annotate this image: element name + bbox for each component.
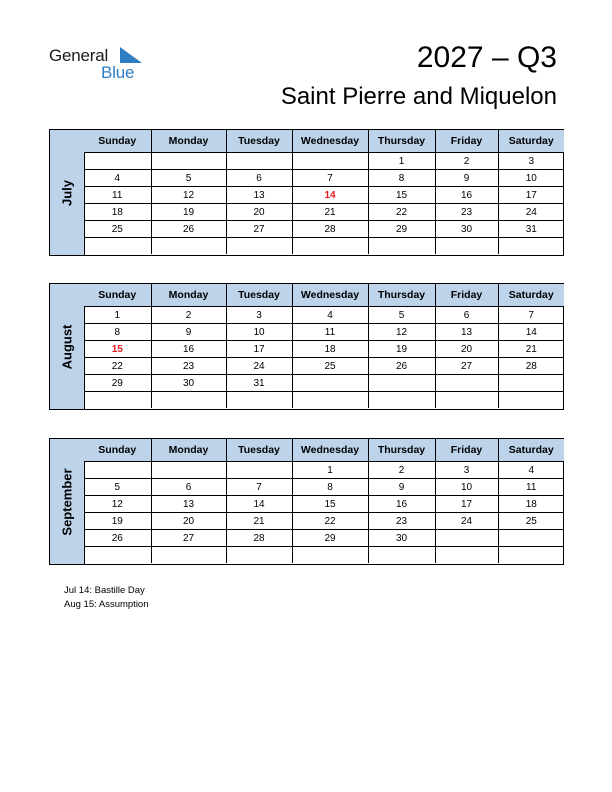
day-cell <box>498 375 564 392</box>
day-cell: 3 <box>226 307 292 324</box>
week-row <box>84 496 564 513</box>
day-cell: 18 <box>498 496 564 513</box>
day-cell: 1 <box>84 307 151 324</box>
day-cell: 6 <box>435 307 498 324</box>
day-cell: 4 <box>292 307 368 324</box>
day-cell: 28 <box>498 358 564 375</box>
weekday-header: Friday <box>435 284 498 307</box>
day-cell <box>368 375 435 392</box>
day-cell: 15 <box>292 496 368 513</box>
weekday-header: Thursday <box>368 439 435 462</box>
week-row <box>84 375 564 392</box>
day-cell: 20 <box>435 341 498 358</box>
day-cell <box>84 547 151 564</box>
day-cell <box>368 392 435 409</box>
day-cell: 21 <box>226 513 292 530</box>
day-cell: 22 <box>368 204 435 221</box>
day-cell: 3 <box>435 462 498 479</box>
week-row <box>84 358 564 375</box>
day-cell: 27 <box>435 358 498 375</box>
day-cell: 2 <box>151 307 226 324</box>
week-row <box>84 513 564 530</box>
day-cell <box>292 547 368 564</box>
logo-word-blue: Blue <box>101 63 135 82</box>
day-cell: 14 <box>498 324 564 341</box>
day-cell <box>368 547 435 564</box>
day-cell: 17 <box>498 187 564 204</box>
day-cell: 7 <box>498 307 564 324</box>
day-cell: 15 <box>368 187 435 204</box>
day-cell: 3 <box>498 153 564 170</box>
weekday-header: Monday <box>151 284 226 307</box>
month-name: July <box>59 179 75 206</box>
day-cell: 14 <box>292 187 368 204</box>
day-cell: 27 <box>226 221 292 238</box>
day-cell: 13 <box>151 496 226 513</box>
day-cell: 22 <box>292 513 368 530</box>
day-cell: 10 <box>226 324 292 341</box>
day-cell: 30 <box>151 375 226 392</box>
weekday-header: Sunday <box>84 130 151 153</box>
weekday-header: Thursday <box>368 284 435 307</box>
day-cell: 13 <box>435 324 498 341</box>
day-cell <box>435 238 498 255</box>
month-grid <box>84 130 564 254</box>
day-cell: 19 <box>151 204 226 221</box>
week-row <box>84 530 564 547</box>
month-name: August <box>59 324 75 369</box>
day-cell: 28 <box>292 221 368 238</box>
day-cell: 20 <box>226 204 292 221</box>
day-cell: 9 <box>368 479 435 496</box>
day-cell: 1 <box>292 462 368 479</box>
weekday-header: Saturday <box>498 284 564 307</box>
day-cell: 27 <box>151 530 226 547</box>
day-cell: 30 <box>435 221 498 238</box>
day-cell: 12 <box>368 324 435 341</box>
day-cell: 8 <box>84 324 151 341</box>
day-cell: 1 <box>368 153 435 170</box>
week-row <box>84 479 564 496</box>
weekday-header: Wednesday <box>292 130 368 153</box>
day-cell: 25 <box>498 513 564 530</box>
week-row <box>84 170 564 187</box>
month-block-july <box>49 129 564 256</box>
week-row <box>84 153 564 170</box>
weekday-header: Friday <box>435 439 498 462</box>
day-cell <box>151 238 226 255</box>
day-cell: 4 <box>498 462 564 479</box>
day-cell <box>435 547 498 564</box>
day-cell: 29 <box>368 221 435 238</box>
weekday-header: Wednesday <box>292 284 368 307</box>
day-cell: 31 <box>226 375 292 392</box>
day-cell: 17 <box>226 341 292 358</box>
day-cell: 21 <box>292 204 368 221</box>
week-row <box>84 307 564 324</box>
day-cell: 9 <box>151 324 226 341</box>
month-block-september <box>49 438 564 565</box>
day-cell: 18 <box>84 204 151 221</box>
month-label-band <box>50 439 85 564</box>
holiday-note: Aug 15: Assumption <box>64 599 149 610</box>
weekday-header: Friday <box>435 130 498 153</box>
day-cell <box>368 238 435 255</box>
weekday-header: Wednesday <box>292 439 368 462</box>
day-cell: 28 <box>226 530 292 547</box>
day-cell <box>226 238 292 255</box>
day-cell: 21 <box>498 341 564 358</box>
day-cell <box>498 547 564 564</box>
day-cell: 24 <box>498 204 564 221</box>
week-row <box>84 392 564 409</box>
day-cell <box>151 392 226 409</box>
day-cell: 20 <box>151 513 226 530</box>
week-row <box>84 187 564 204</box>
day-cell: 16 <box>368 496 435 513</box>
holiday-notes <box>64 584 149 612</box>
generalblue-logo <box>49 44 149 84</box>
day-cell <box>498 530 564 547</box>
week-row <box>84 462 564 479</box>
day-cell <box>226 462 292 479</box>
day-cell: 22 <box>84 358 151 375</box>
page-subtitle: Saint Pierre and Miquelon <box>280 83 557 110</box>
month-block-august <box>49 283 564 410</box>
weekday-header: Tuesday <box>226 439 292 462</box>
day-cell: 29 <box>84 375 151 392</box>
day-cell <box>151 547 226 564</box>
day-cell: 6 <box>151 479 226 496</box>
day-cell: 2 <box>368 462 435 479</box>
month-label-band <box>50 284 85 409</box>
day-cell: 15 <box>84 341 151 358</box>
weekday-header: Thursday <box>368 130 435 153</box>
week-row <box>84 204 564 221</box>
day-cell: 9 <box>435 170 498 187</box>
day-cell: 25 <box>292 358 368 375</box>
day-cell <box>84 462 151 479</box>
day-cell <box>498 392 564 409</box>
day-cell: 12 <box>151 187 226 204</box>
weekday-header: Monday <box>151 130 226 153</box>
logo-triangle-icon <box>120 47 142 63</box>
day-cell: 6 <box>226 170 292 187</box>
month-grid <box>84 284 564 408</box>
week-row <box>84 341 564 358</box>
day-cell <box>435 530 498 547</box>
day-cell <box>498 238 564 255</box>
day-cell: 18 <box>292 341 368 358</box>
day-cell <box>292 392 368 409</box>
day-cell: 23 <box>151 358 226 375</box>
day-cell <box>84 392 151 409</box>
day-cell: 24 <box>435 513 498 530</box>
day-cell <box>292 153 368 170</box>
month-grid <box>84 439 564 563</box>
day-cell <box>292 238 368 255</box>
day-cell <box>226 392 292 409</box>
week-row <box>84 238 564 255</box>
week-row <box>84 547 564 564</box>
day-cell: 5 <box>84 479 151 496</box>
day-cell: 19 <box>368 341 435 358</box>
weekday-header-row <box>84 284 564 307</box>
day-cell: 23 <box>435 204 498 221</box>
day-cell <box>151 462 226 479</box>
day-cell: 29 <box>292 530 368 547</box>
day-cell: 2 <box>435 153 498 170</box>
weekday-header: Sunday <box>84 284 151 307</box>
weekday-header: Sunday <box>84 439 151 462</box>
day-cell: 11 <box>292 324 368 341</box>
day-cell: 7 <box>292 170 368 187</box>
month-name: September <box>59 467 75 536</box>
day-cell <box>151 153 226 170</box>
day-cell: 4 <box>84 170 151 187</box>
day-cell: 8 <box>368 170 435 187</box>
day-cell: 16 <box>435 187 498 204</box>
day-cell: 25 <box>84 221 151 238</box>
weekday-header-row <box>84 130 564 153</box>
day-cell: 10 <box>498 170 564 187</box>
weekday-header-row <box>84 439 564 462</box>
day-cell: 12 <box>84 496 151 513</box>
day-cell: 7 <box>226 479 292 496</box>
day-cell: 24 <box>226 358 292 375</box>
day-cell <box>435 375 498 392</box>
day-cell: 16 <box>151 341 226 358</box>
day-cell <box>226 547 292 564</box>
day-cell: 26 <box>84 530 151 547</box>
day-cell: 5 <box>368 307 435 324</box>
day-cell: 13 <box>226 187 292 204</box>
holiday-note: Jul 14: Bastille Day <box>64 585 145 596</box>
page-title: 2027 – Q3 <box>416 41 557 74</box>
day-cell <box>84 153 151 170</box>
day-cell: 26 <box>368 358 435 375</box>
weekday-header: Saturday <box>498 439 564 462</box>
month-label-band <box>50 130 85 255</box>
weekday-header: Saturday <box>498 130 564 153</box>
weekday-header: Tuesday <box>226 130 292 153</box>
day-cell: 11 <box>84 187 151 204</box>
day-cell: 30 <box>368 530 435 547</box>
week-row <box>84 221 564 238</box>
day-cell: 19 <box>84 513 151 530</box>
day-cell <box>435 392 498 409</box>
weekday-header: Monday <box>151 439 226 462</box>
day-cell <box>292 375 368 392</box>
day-cell: 10 <box>435 479 498 496</box>
day-cell: 26 <box>151 221 226 238</box>
day-cell: 8 <box>292 479 368 496</box>
weekday-header: Tuesday <box>226 284 292 307</box>
day-cell <box>226 153 292 170</box>
day-cell: 31 <box>498 221 564 238</box>
day-cell: 17 <box>435 496 498 513</box>
day-cell <box>84 238 151 255</box>
day-cell: 14 <box>226 496 292 513</box>
logo-word-general: General <box>49 46 109 65</box>
day-cell: 5 <box>151 170 226 187</box>
week-row <box>84 324 564 341</box>
day-cell: 23 <box>368 513 435 530</box>
day-cell: 11 <box>498 479 564 496</box>
